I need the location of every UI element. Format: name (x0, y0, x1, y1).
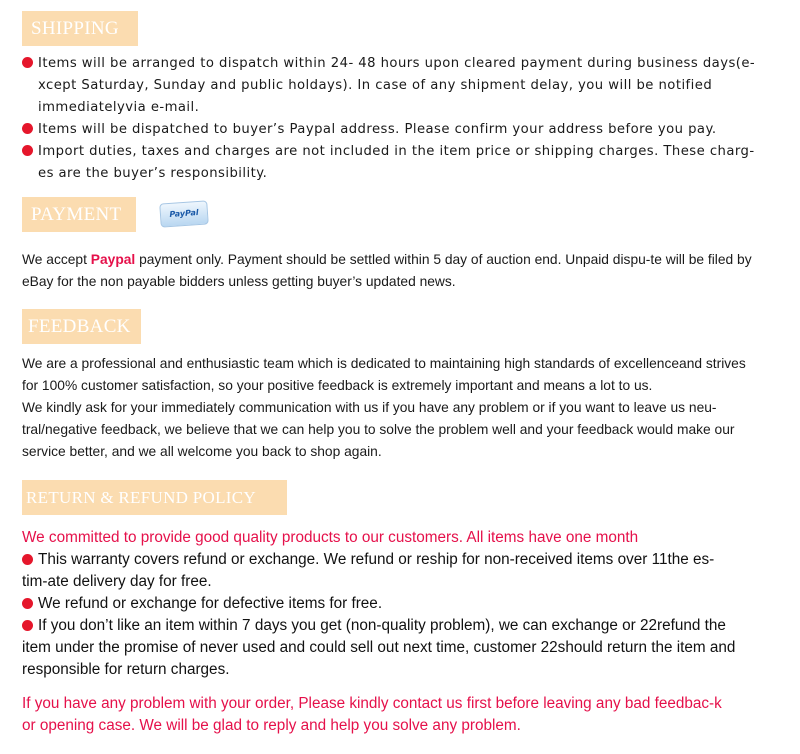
list-item: This warranty covers refund or exchange. We refund or reship for non-received items over 11the es- (22, 549, 767, 571)
list-item-continuation: immediatelyvia e-mail. (38, 100, 200, 115)
list-item-continuation: xcept Saturday, Sunday and public holdays). In case of any shipment delay, you will be notified (38, 78, 713, 93)
list-item: Items will be arranged to dispatch within 24- 48 hours upon cleared payment during business days(e- (22, 53, 757, 75)
paypal-logo-icon: PayPal (159, 200, 209, 227)
list-item: We refund or exchange for defective items for free. (22, 593, 767, 615)
bullet-icon (22, 145, 33, 156)
list-item-continuation: item under the promise of never used and could sell out next time, customer 22should return the item and (22, 639, 736, 656)
bullet-icon (22, 123, 33, 134)
payment-text: We accept Paypal payment only. Payment should be settled within 5 day of auction end. Unpaid dispu-te will be filed by eBay for the non payable bidders unless getting buyer’s updated news. (22, 252, 752, 289)
list-item-continuation: es are the buyer’s responsibility. (38, 166, 268, 181)
list-item-continuation: responsible for return charges. (22, 661, 230, 678)
contact-note: If you have any problem with your order, Please kindly contact us first before leaving any bad feedbac-k or opening case. We will be glad to reply and help you solve any problem. (22, 695, 722, 734)
return-intro: We committed to provide good quality products to our customers. All items have one month (22, 529, 639, 546)
list-item: If you don’t like an item within 7 days you get (non-quality problem), we can exchange or 22refund the (22, 615, 767, 637)
bullet-icon (22, 554, 33, 565)
bullet-icon (22, 620, 33, 631)
paypal-highlight: Paypal (90, 252, 136, 267)
return-refund-text (22, 527, 767, 681)
list-item: Import duties, taxes and charges are not included in the item price or shipping charges. These charg- (22, 141, 757, 163)
shipping-list (22, 53, 757, 185)
payment-heading: PAYMENT (22, 197, 136, 232)
feedback-heading: FEEDBACK (22, 309, 141, 344)
shipping-heading: SHIPPING (22, 11, 138, 46)
feedback-text: We are a professional and enthusiastic team which is dedicated to maintaining high standards of excellenceand strives for 100% customer satisfaction, so your positive feedback is extremely important and means a lot to us. We kindly ask for your immediately communication with us if you have any problem or if you want to leave us neu- tral/negative feedback, we believe that we can help you to solve the problem well and your feedback would make our service better, and we all welcome you back to shop again. (22, 356, 746, 459)
list-item: Items will be dispatched to buyer’s Paypal address. Please confirm your address before you pay. (22, 119, 757, 141)
bullet-icon (22, 598, 33, 609)
return-refund-heading: RETURN & REFUND POLICY (22, 480, 287, 515)
bullet-icon (22, 57, 33, 68)
list-item-continuation: tim-ate delivery day for free. (22, 573, 212, 590)
